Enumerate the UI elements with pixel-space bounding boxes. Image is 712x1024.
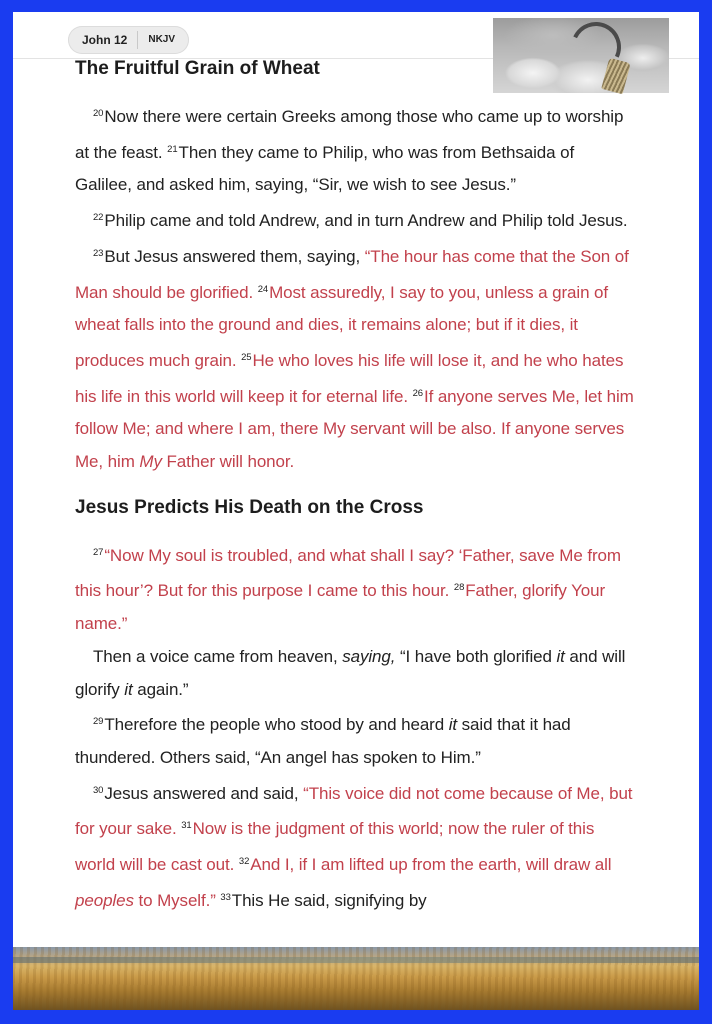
italic-text: saying, — [342, 646, 396, 666]
reader-page — [13, 12, 699, 1010]
verse-text: Jesus answered and said, — [104, 783, 304, 803]
section-2-body — [75, 537, 635, 918]
verse-paragraph — [75, 706, 635, 774]
section-heading-2: Jesus Predicts His Death on the Cross — [75, 496, 424, 518]
verse-text: Then a voice came from heaven, — [93, 646, 343, 666]
verse-number[interactable]: 22 — [93, 212, 104, 224]
words-of-christ-italic: peoples — [75, 890, 134, 910]
words-of-christ: “Now My soul is troubled, and what shall I say? ‘Father, save Me from this hour’? But for this purpose I came to this hour. — [75, 545, 621, 601]
verse-paragraph — [75, 238, 635, 479]
version-button[interactable]: NKJV — [148, 34, 176, 45]
verse-number[interactable]: 31 — [181, 820, 192, 832]
verse-paragraph — [75, 775, 635, 918]
verse-number[interactable]: 25 — [241, 351, 252, 363]
words-of-christ: And I, if I am lifted up from the earth, will draw all — [250, 855, 612, 875]
words-of-christ: Father will honor. — [161, 452, 295, 472]
verse-number[interactable]: 24 — [257, 283, 269, 295]
verse-number[interactable]: 30 — [93, 784, 104, 796]
verse-paragraph — [75, 537, 635, 641]
book-chapter-button[interactable]: John 12 — [82, 33, 128, 47]
italic-text: it — [124, 679, 133, 699]
words-of-christ: If anyone serves Me, let him follow Me; and where I am, there My servant will be also. If anyone serves Me, him — [75, 386, 634, 472]
words-of-christ-italic: My — [139, 452, 162, 472]
verse-number[interactable]: 23 — [93, 247, 104, 259]
verse-text: Therefore the people who stood by and heard — [104, 715, 449, 735]
verse-text: Now there were certain Greeks among those who came up to worship at the feast. — [75, 107, 624, 162]
verse-text: But Jesus answered them, saying, — [104, 246, 365, 266]
verse-number[interactable]: 20 — [93, 108, 104, 119]
section-heading-1: The Fruitful Grain of Wheat — [75, 58, 320, 79]
words-of-christ: He who loves his life will lose it, and he who hates his life in this world will keep it for eternal life. — [75, 350, 624, 406]
wheat-field-image — [13, 947, 699, 1010]
verse-paragraph — [75, 98, 635, 202]
italic-text: it — [556, 646, 565, 666]
verse-number[interactable]: 29 — [93, 716, 104, 728]
verse-number[interactable]: 32 — [238, 856, 250, 868]
verse-paragraph — [75, 202, 635, 238]
words-of-christ: to Myself.” — [133, 890, 221, 910]
verse-number[interactable]: 27 — [93, 546, 104, 558]
verse-text: and will glorify — [75, 646, 626, 699]
chapter-text — [75, 56, 635, 917]
words-of-christ: “This voice did not come because of Me, but for your sake. — [75, 783, 633, 839]
words-of-christ: “The hour has come that the Son of Man should be glorified. — [75, 246, 629, 302]
words-of-christ: Now is the judgment of this world; now the ruler of this world will be cast out. — [75, 819, 595, 875]
verse-text: Philip came and told Andrew, and in turn Andrew and Philip told Jesus. — [104, 211, 628, 231]
verse-text: again.” — [132, 679, 189, 699]
italic-text: it — [448, 715, 458, 735]
verse-number[interactable]: 28 — [453, 582, 465, 594]
verse-paragraph — [75, 641, 635, 706]
verse-number[interactable]: 33 — [220, 891, 231, 903]
verse-number[interactable]: 26 — [412, 387, 423, 399]
passage-selector[interactable] — [68, 26, 189, 54]
verse-text: said that it had thundered. Others said, “An angel has spoken to Him.” — [75, 715, 571, 767]
verse-number[interactable]: 21 — [167, 143, 178, 155]
verse-text: “I have both glorified — [395, 646, 557, 666]
verse-text: Then they came to Philip, who was from Bethsaida of Galilee, and asked him, saying, “Sir, we wish to see Jesus.” — [75, 142, 575, 195]
words-of-christ: Most assuredly, I say to you, unless a grain of wheat falls into the ground and dies, it remains alone; but if it dies, it produces much grain. — [75, 282, 609, 370]
words-of-christ: Father, glorify Your name.” — [75, 581, 606, 634]
verse-text: This He said, signifying by — [231, 890, 427, 910]
section-1-body — [75, 98, 635, 479]
